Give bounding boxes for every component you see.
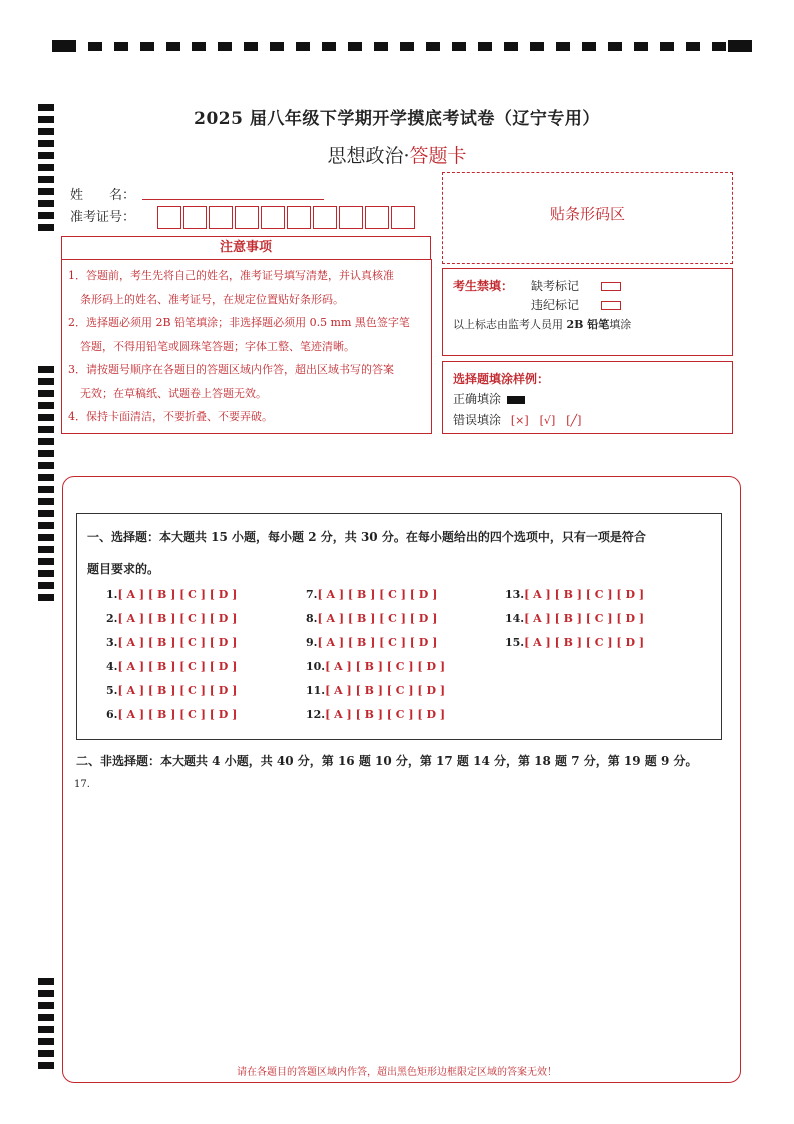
timing-mark: [38, 462, 54, 469]
question-row[interactable]: [106, 636, 237, 649]
timing-mark: [38, 1014, 54, 1021]
timing-mark: [38, 224, 54, 231]
timing-mark: [38, 534, 54, 541]
timing-mark: [686, 42, 700, 51]
question-row[interactable]: [106, 588, 237, 601]
timing-mark: [426, 42, 440, 51]
timing-mark: [452, 42, 466, 51]
timing-mark: [478, 42, 492, 51]
timing-mark: [38, 390, 54, 397]
timing-mark: [556, 42, 570, 51]
name-field[interactable]: [142, 199, 324, 200]
proctor-note: [453, 316, 631, 332]
answer-options[interactable]: [ A ] [ B ] [ C ] [ D ]: [325, 708, 446, 721]
question-17-number: 17.: [74, 779, 90, 790]
timing-mark: [38, 594, 54, 601]
timing-mark: [38, 522, 54, 529]
timing-mark: [38, 1050, 54, 1057]
exam-id-digit-box[interactable]: [261, 206, 285, 229]
timing-mark: [322, 42, 336, 51]
timing-mark: [52, 40, 76, 52]
timing-mark: [38, 978, 54, 985]
answer-options[interactable]: [ A ] [ B ] [ C ] [ D ]: [117, 636, 238, 649]
answer-options[interactable]: [ A ] [ B ] [ C ] [ D ]: [117, 588, 238, 601]
exam-id-digit-box[interactable]: [313, 206, 337, 229]
question-row[interactable]: [306, 612, 437, 625]
violation-mark-box[interactable]: [601, 301, 621, 310]
exam-id-digit-box[interactable]: [209, 206, 233, 229]
answer-options[interactable]: [ A ] [ B ] [ C ] [ D ]: [524, 588, 645, 601]
choice-section-instructions: 一、选择题：本大题共 15 小题，每小题 2 分，共 30 分。在每小题给出的四个选项中，只有一项是符合: [87, 530, 646, 544]
question-row[interactable]: [306, 684, 445, 697]
proctor-marks-box: [442, 268, 733, 356]
timing-mark: [140, 42, 154, 51]
non-choice-section-instructions: 二、非选择题：本大题共 4 小题，共 40 分，第 16 题 10 分，第 17 题 14 分，第 18 题 7 分，第 19 题 9 分。: [76, 754, 698, 768]
choice-section-instructions-cont: 题目要求的。: [87, 562, 160, 576]
absent-mark-box[interactable]: [601, 282, 621, 291]
question-row[interactable]: [106, 708, 237, 721]
timing-mark: [38, 438, 54, 445]
notice-heading: 注意事项: [61, 236, 431, 260]
exam-id-digit-box[interactable]: [235, 206, 259, 229]
question-row[interactable]: [505, 636, 644, 649]
timing-mark: [728, 40, 752, 52]
timing-mark: [348, 42, 362, 51]
question-row[interactable]: [306, 636, 437, 649]
name-label: 姓 名：: [70, 188, 136, 203]
timing-mark: [114, 42, 128, 51]
notice-line: 4．保持卡面清洁，不要折叠、不要弄破。: [68, 410, 273, 423]
question-row[interactable]: [306, 660, 445, 673]
question-row[interactable]: [106, 612, 237, 625]
answer-options[interactable]: [ A ] [ B ] [ C ] [ D ]: [317, 588, 438, 601]
barcode-area: [442, 172, 733, 264]
notice-line: 2．选择题必须用 2B 铅笔填涂；非选择题必须用 0.5 mm 黑色签字笔: [68, 316, 410, 329]
exam-title: 2025 届八年级下学期开学摸底考试卷（辽宁专用）: [194, 109, 600, 129]
notice-line: 3．请按题号顺序在各题目的答题区域内作答，超出区域书写的答案: [68, 363, 394, 376]
timing-mark: [38, 546, 54, 553]
exam-id-label: 准考证号：: [70, 210, 136, 225]
timing-mark: [634, 42, 648, 51]
timing-mark: [712, 42, 726, 51]
answer-options[interactable]: [ A ] [ B ] [ C ] [ D ]: [325, 684, 446, 697]
exam-id-digit-box[interactable]: [287, 206, 311, 229]
timing-mark: [530, 42, 544, 51]
timing-mark: [38, 1038, 54, 1045]
timing-mark: [504, 42, 518, 51]
notice-line: 答题，不得用铅笔或圆珠笔答题；字体工整、笔迹清晰。: [80, 339, 355, 353]
violation-mark-row: [531, 296, 621, 313]
timing-mark: [38, 402, 54, 409]
timing-mark: [38, 366, 54, 373]
top-timing-marks: [52, 40, 752, 52]
timing-mark: [218, 42, 232, 51]
proctor-note-suffix: 填涂: [609, 318, 632, 331]
timing-mark: [38, 558, 54, 565]
timing-mark: [38, 176, 54, 183]
timing-mark: [38, 378, 54, 385]
timing-mark: [38, 450, 54, 457]
timing-mark: [38, 582, 54, 589]
question-number: 8.: [306, 612, 318, 625]
timing-mark: [374, 42, 388, 51]
timing-mark: [296, 42, 310, 51]
wrong-fill-row: [453, 411, 581, 428]
timing-mark: [88, 42, 102, 51]
correct-fill-label: 正确填涂: [453, 392, 502, 406]
subject-name: 思想政治·: [327, 145, 410, 167]
question-row[interactable]: [106, 684, 237, 697]
answer-options[interactable]: [ A ] [ B ] [ C ] [ D ]: [325, 660, 446, 673]
timing-mark: [38, 128, 54, 135]
fill-sample-label: 选择题填涂样例：: [453, 372, 550, 386]
wrong-fill-examples: [×] [√] [╱]: [510, 414, 582, 427]
exam-id-digit-box[interactable]: [157, 206, 181, 229]
timing-mark: [660, 42, 674, 51]
question-number: 13.: [505, 588, 525, 601]
timing-mark: [166, 42, 180, 51]
timing-mark: [38, 498, 54, 505]
timing-mark: [38, 212, 54, 219]
notice-box: [61, 259, 432, 434]
timing-mark: [38, 426, 54, 433]
timing-mark: [38, 990, 54, 997]
absent-mark-label: 缺考标记: [531, 279, 580, 293]
answer-options[interactable]: [ A ] [ B ] [ C ] [ D ]: [117, 708, 238, 721]
question-number: 7.: [306, 588, 318, 601]
question-number: 14.: [505, 612, 525, 625]
exam-id-digit-box[interactable]: [183, 206, 207, 229]
notice-line: 1．答题前，考生先将自己的姓名，准考证号填写清楚，并认真核准: [68, 269, 394, 282]
proctor-note-prefix: 以上标志由监考人员用: [453, 318, 567, 331]
wrong-fill-label: 错误填涂: [453, 413, 502, 427]
timing-mark: [244, 42, 258, 51]
timing-mark: [38, 474, 54, 481]
question-row[interactable]: [306, 588, 437, 601]
question-number: 2.: [106, 612, 118, 625]
question-number: 11.: [306, 684, 326, 697]
violation-mark-label: 违纪标记: [531, 298, 580, 312]
question-number: 15.: [505, 636, 525, 649]
proctor-only-label: 考生禁填：: [453, 279, 514, 293]
question-number: 4.: [106, 660, 118, 673]
answer-options[interactable]: [ A ] [ B ] [ C ] [ D ]: [117, 660, 238, 673]
timing-mark: [582, 42, 596, 51]
question-row[interactable]: [505, 588, 644, 601]
timing-mark: [38, 414, 54, 421]
answer-options[interactable]: [ A ] [ B ] [ C ] [ D ]: [317, 612, 438, 625]
question-17-answer-area[interactable]: [74, 800, 724, 1050]
exam-id-digit-box[interactable]: [365, 206, 389, 229]
question-number: 5.: [106, 684, 118, 697]
choice-section: [76, 513, 722, 740]
question-row[interactable]: [106, 660, 237, 673]
question-number: 1.: [106, 588, 118, 601]
proctor-note-bold: 2B 铅笔: [566, 318, 610, 331]
answer-options[interactable]: [ A ] [ B ] [ C ] [ D ]: [524, 612, 645, 625]
answer-options[interactable]: [ A ] [ B ] [ C ] [ D ]: [317, 636, 438, 649]
correct-fill-row: [453, 390, 525, 407]
timing-mark: [38, 510, 54, 517]
timing-mark: [38, 200, 54, 207]
footer-warning: 请在各题目的答题区域内作答，超出黑色矩形边框限定区域的答案无效！: [237, 1067, 557, 1078]
answer-options[interactable]: [ A ] [ B ] [ C ] [ D ]: [117, 612, 238, 625]
exam-id-digit-box[interactable]: [391, 206, 415, 229]
timing-mark: [38, 570, 54, 577]
answer-options[interactable]: [ A ] [ B ] [ C ] [ D ]: [117, 684, 238, 697]
question-number: 6.: [106, 708, 118, 721]
timing-mark: [38, 486, 54, 493]
barcode-label: 贴条形码区: [549, 205, 625, 223]
question-number: 9.: [306, 636, 318, 649]
filled-mark-icon: [507, 396, 525, 404]
answer-card-label: 答题卡: [409, 145, 467, 167]
question-row[interactable]: [505, 612, 644, 625]
timing-mark: [38, 188, 54, 195]
card-subtitle: [0, 141, 794, 168]
question-number: 12.: [306, 708, 326, 721]
fill-sample-box: [442, 361, 733, 434]
timing-mark: [192, 42, 206, 51]
question-number: 10.: [306, 660, 326, 673]
absent-mark-row: [531, 277, 621, 294]
timing-mark: [400, 42, 414, 51]
timing-mark: [38, 1002, 54, 1009]
notice-line: 无效；在草稿纸、试题卷上答题无效。: [80, 386, 267, 400]
exam-id-digit-box[interactable]: [339, 206, 363, 229]
timing-mark: [608, 42, 622, 51]
timing-mark: [38, 1026, 54, 1033]
question-row[interactable]: [306, 708, 445, 721]
answer-options[interactable]: [ A ] [ B ] [ C ] [ D ]: [524, 636, 645, 649]
timing-mark: [270, 42, 284, 51]
notice-line: 条形码上的姓名、准考证号，在规定位置贴好条形码。: [80, 292, 344, 306]
question-number: 3.: [106, 636, 118, 649]
